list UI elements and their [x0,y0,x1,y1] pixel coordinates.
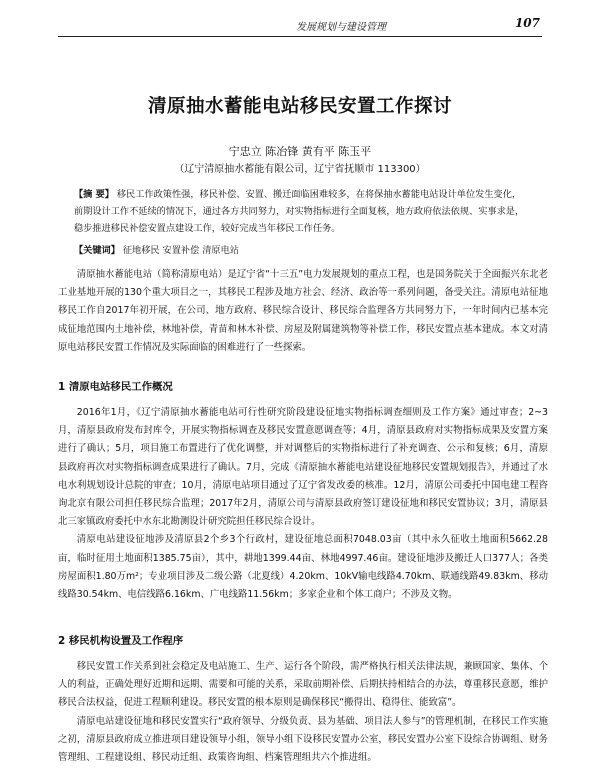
authors: 宁忠立 陈冶锋 黄有平 陈玉平 [228,145,372,158]
keywords-label: 【关键词】 [74,245,120,256]
section-2-paragraph: 移民安置工作关系到社会稳定及电站施工、生产、运行各个阶段，需严格执行相关法律法规，兼顾国家、集体、个人的利益，正确处理好近期和远期、需要和可能的关系，采取前期补偿、后期扶持相结合的办法，尊重移民意愿，维护移民合法权益，促进工程顺利建设。移民安置的根本原则是确保移民“搬得出、稳得住、能致富”。 [58,661,548,709]
page-number: 107 [514,16,540,30]
keywords-text: 征地移民 安置补偿 清原电站 [122,245,239,256]
abstract-text: 移民工作政策性强，移民补偿、安置、搬迁面临困难较多，在将保抽水蓄能电站设计单位发生变化，前期设计工作不延续的情况下，通过各方共同努力，对实物指标进行全面复核，地方政府依法依规、实事求是，稳步推进移民补偿安置点建设工作，较好完成当年移民工作任务。 [74,189,525,234]
running-header [58,14,542,37]
section-2-heading: 2 移民机构设置及工作程序 [58,635,184,647]
intro-block [58,266,548,357]
section-1-paragraph: 清原电站建设征地涉及清原县2个乡3个行政村，建设征地总面积7048.03亩（其中永久征收土地面积5662.28亩，临时征用土地面积1385.75亩），其中，耕地1399.44亩、林地4997.46亩。建设征地涉及搬迁人口377人；各类房屋面积1.80万m²；专业项目涉及二级公路（北夏线）4.20km、10kV输电线路4.70km、联通线路49.83km、移动线路30.54km、电信线路6.16km、广电线路11.56km；多家企业和个体工商户；不涉及文物。 [58,534,548,601]
paper-title: 清原抽水蓄能电站移民安置工作探讨 [147,96,452,117]
section-2-paragraph: 清原电站建设征地和移民安置实行“政府领导、分级负责、县为基础、项目法人参与”的管理机制，在移民工作实施之初，清原县政府成立推进项目建设领导小组，领导小组下设移民安置办公室，移民安置办公室下设综合协调组、财务管理组、工程建设组、移民动迁组、政策咨询组、档案管理组共六个推进组。 [58,715,548,764]
intro-paragraph: 清原抽水蓄能电站（简称清原电站）是辽宁省“十三五”电力发展规划的重点工程，也是国务院关于全面振兴东北老工业基地开展的130个重大项目之一，其移民工程涉及地方社会、经济、政治等一系列问题，备受关注。清原电站征地移民工作自2017年初开展，在公司、地方政府、移民综合设计、移民综合监理各方共同努力下，一年时间内已基本完成征地范围内土地补偿，林地补偿，青苗和林木补偿、房屋及附属建筑物等补偿工作，移民安置点基本建成。本文对清原电站移民安置工作情况及实际面临的困难进行了一些探索。 [58,269,548,353]
section-1-heading: 1 清原电站移民工作概况 [58,381,173,393]
section-1-paragraph: 2016年1月，《辽宁清原抽水蓄能电站可行性研究阶段建设征地实物指标调查细则及工作方案》通过审查；2~3月，清原县政府发布封库令，开展实物指标调查及移民安置意愿调查等；4月，清原县政府对实物指标成果及安置方案进行了确认；5月，项目施工布置进行了优化调整，并对调整后的实物指标进行了补充调查、公示和复核；6月，清原县政府再次对实物指标调查成果进行了确认。7月，完成《清原抽水蓄能电站建设征地移民安置规划报告》，并通过了水电水利规划设计总院的审查；10月，清原电站项目通过了辽宁省发改委的核准。12月，清原公司委托中国电建工程咨询北京有限公司担任移民综合监理；2017年2月，清原公司与清原县政府签订建设征地和移民安置协议；3月，清原县北三家镇政府委托中水东北勘测设计研究院担任移民综合设计。 [58,407,548,528]
section-2-body [58,658,548,767]
journal-section-title: 发展规划与建设管理 [296,22,386,33]
section-1-body [58,404,548,604]
abstract-label: 【摘 要】 [74,189,114,200]
abstract [74,186,526,237]
affiliation: （辽宁清原抽水蓄能有限公司，辽宁省抚顺市 113300） [174,164,426,175]
keywords [74,242,526,256]
